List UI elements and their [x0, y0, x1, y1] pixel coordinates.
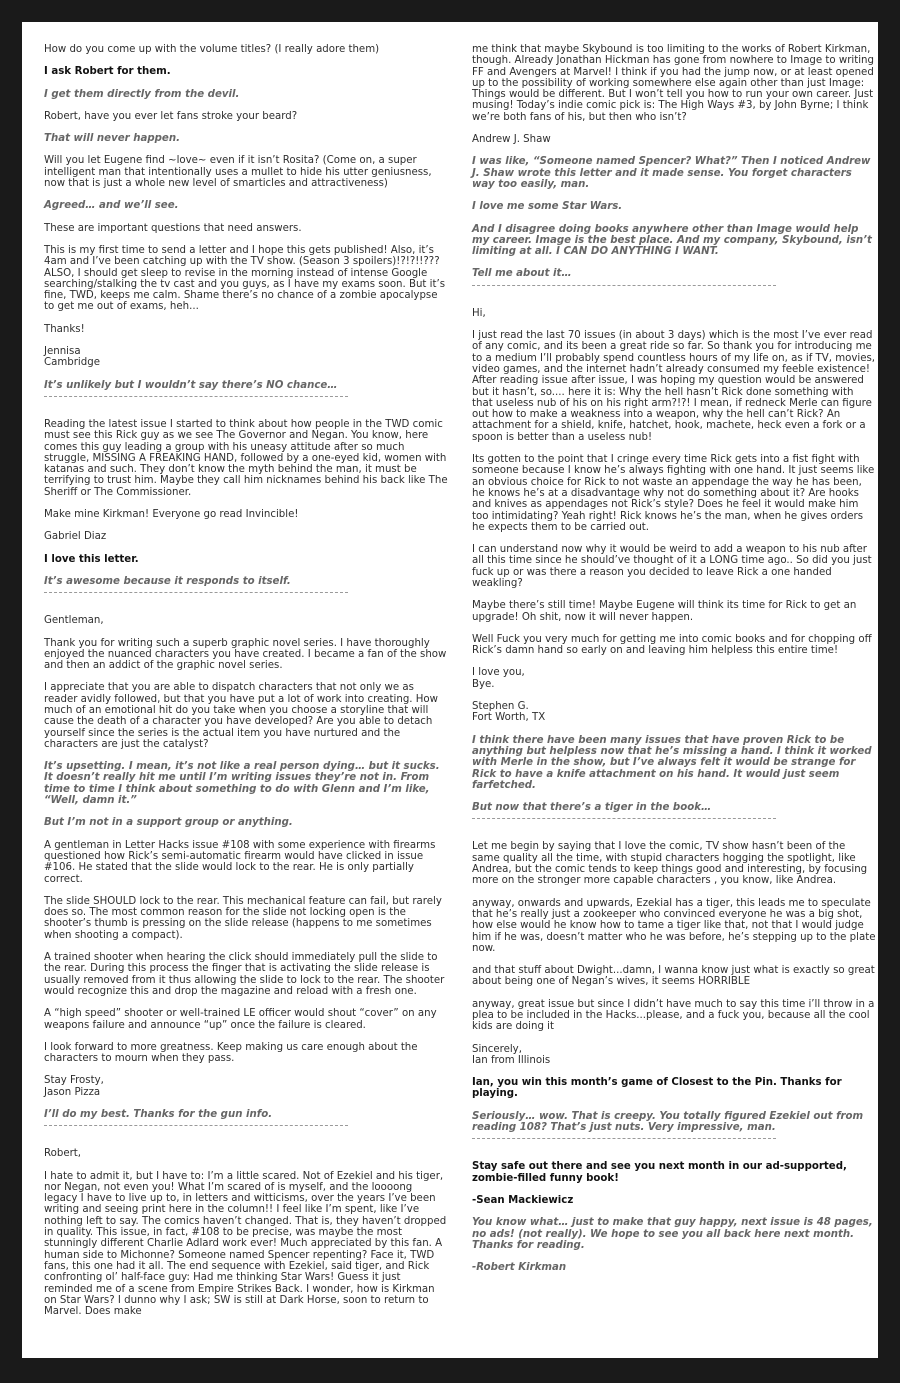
editor-reply-italic: It’s upsetting. I mean, it’s not like a real person dying… but it sucks. It doesn’t really hit me until I’m writing issues they’re not in. From time to time I think about something to do with Glenn and I’m like, “Well, damn it.” — [44, 761, 440, 807]
editor-reply-italic: I think there have been many issues that have proven Rick to be anything but helpless now that he’s missing a hand. I think it worked with Merle in the show, but I’ve always felt it would be strange for Rick to have a knife attachment on his hand. It would just seem farfetched. — [472, 734, 872, 791]
editor-reply-italic: Agreed… and we’ll see. — [44, 200, 179, 212]
letter-signature — [44, 346, 448, 369]
editor-reply-italic: But I’m not in a support group or anything. — [44, 817, 293, 829]
letter-signature — [472, 667, 876, 690]
editor-reply-italic: You know what… just to make that guy happy, next issue is 48 pages, no ads! (not really). We hope to see you all back here next month. Thanks for reading. — [472, 1217, 873, 1251]
letter-signature — [472, 1044, 876, 1067]
editor-reply-italic: -Robert Kirkman — [472, 1262, 567, 1274]
letter-paragraph: Gabriel Diaz — [44, 531, 107, 543]
letter-paragraph: me think that maybe Skybound is too limiting to the works of Robert Kirkman, though. Already Jonathan Hickman has gone from nowhere to Image to writing FF and Avengers at Marvel! I think if you had the jump now, or at least opened up to the possibility of working somewhere else again other than just Image: Things would be different. But I won’t tell you how to run your own career. Just musing! Today’s indie comic pick is: The High Ways #3, by John Byrne; I think we’re both fans of his, but then who isn’t? — [472, 44, 874, 123]
letter-paragraph: Robert, — [44, 1148, 82, 1160]
editor-reply-italic: And I disagree doing books anywhere other than Image would help my career. Image is the best place. And my company, Skybound, isn’t limiting at all. I CAN DO ANYTHING I WANT. — [472, 223, 872, 258]
editor-reply-bold: I love this letter. — [44, 553, 139, 565]
letter-paragraph: Robert, have you ever let fans stroke your beard? — [44, 110, 298, 122]
signature-line: Bye. — [472, 678, 495, 690]
editor-reply-italic: Tell me about it… — [472, 268, 572, 280]
signature-line: Jennisa — [44, 346, 81, 358]
letter-paragraph: I hate to admit it, but I have to: I’m a little scared. Not of Ezekiel and his tiger, nor Negan, not even you! What I’m scared of is myself, and the loooong legacy I have to live up to, in letters and witticisms, over the years I’ve been writing and seeing print here in the column!! I feel like I’m spent, like I’ve nothing left to say. The comics haven’t changed. That is, they haven’t dropped in quality. This issue, in fact, #108 to be precise, was maybe the most stunningly different Charlie Adlard work ever! Much appreciated by this fan. A human side to Michonne? Someone named Spencer repenting? Face it, TWD fans, this one had it all. The end sequence with Ezekiel, said tiger, and Rick confronting ol’ half-face guy: Had me thinking Star Wars! Guess it just reminded me of a scene from Empire Strikes Back. I wonder, how is Kirkman on Star Wars? I dunno why I ask; SW is still at Dark Horse, soon to return to Marvel. Does make — [44, 1170, 447, 1318]
letter-paragraph: Well Fuck you very much for getting me into comic books and for chopping off Rick’s damn hand so early on and leaving him helpless this entire time! — [472, 633, 872, 657]
letter-paragraph: Gentleman, — [44, 615, 104, 627]
section-divider — [472, 285, 776, 286]
signature-line: Ian from Illinois — [472, 1054, 551, 1066]
editor-reply-italic: I get them directly from the devil. — [44, 88, 240, 100]
signature-line: Stay Frosty, — [44, 1075, 104, 1087]
letter-signature — [44, 1075, 448, 1098]
letter-paragraph: I can understand now why it would be weird to add a weapon to his nub after all this time since he should’ve thought of it a LONG time ago.. So did you just fuck up or was there a reason you decided to leave Rick a one handed weakling? — [472, 544, 872, 589]
letter-paragraph: Andrew J. Shaw — [472, 134, 551, 146]
letter-paragraph: A trained shooter when hearing the click should immediately pull the slide to the rear. During this process the finger that is activating the slide release is usually removed from it thus allowing the slide to lock to the rear. The shooter would recognize this and drop the magazine and reload with a fresh one. — [44, 952, 445, 997]
section-divider — [44, 592, 348, 593]
letter-paragraph: and that stuff about Dwight...damn, I wanna know just what is exactly so great about being one of Negan’s wives, it seems HORRIBLE — [472, 965, 875, 988]
letter-paragraph: Maybe there’s still time! Maybe Eugene will think its time for Rick to get an upgrade! Oh shit, now it will never happen. — [472, 600, 857, 623]
letter-paragraph: Thanks! — [44, 323, 85, 335]
left-column — [44, 44, 448, 1358]
letter-paragraph: I just read the last 70 issues (in about 3 days) which is the most I’ve ever read of any comic, and its been a great ride so far. So thank you for introducing me to a medium I’ll probably spend countless hours of my life on, as if TV, movies, video games, and the internet hadn’t already consumed my feeble existence! After reading issue after issue, I was hoping my question would be answered but it hasn’t, so.... here it is: Why the hell hasn’t Rick done something with that useless nub of his on his right arm?!?! I mean, if redneck Merle can figure out how to make a weakness into a weapon, why the hell can’t Rick? An attachment for a shield, knife, hatchet, hook, machete, heck even a fork or a spoon is better than a useless nub! — [472, 330, 876, 443]
editor-reply-bold: I ask Robert for them. — [44, 66, 171, 78]
signature-line: Fort Worth, TX — [472, 712, 546, 724]
editor-reply-bold: Ian, you win this month’s game of Closest to the Pin. Thanks for playing. — [472, 1077, 842, 1100]
letter-paragraph: The slide SHOULD lock to the rear. This mechanical feature can fail, but rarely does so. The most common reason for the slide not locking open is the shooter’s thumb is pressing on the slide release (happens to me sometimes when shooting a compact). — [44, 895, 442, 941]
signature-line: I love you, — [472, 667, 525, 679]
letter-paragraph: Its gotten to the point that I cringe every time Rick gets into a fist fight with someone because I know he’s always fighting with one hand. It just seems like an obvious choice for Rick to not waste an appendage the way he has been, he knows he’s at a disadvantage why not do something about it? Are hooks and knives as appendages not Rick’s style? Does he feel it would make him too intimidating? Yeah right! Rick knows he’s the man, when he gives orders he expects them to be carried out. — [472, 454, 875, 533]
editor-reply-italic: I’ll do my best. Thanks for the gun info. — [44, 1109, 273, 1120]
editor-reply-italic: It’s unlikely but I wouldn’t say there’s NO chance… — [44, 379, 338, 391]
letter-paragraph: Let me begin by saying that I love the comic, TV show hasn’t been of the same quality all the time, with stupid characters hogging the spotlight, like Andrea, but the comic tends to keep things good and interesting, by focusing more on the stronger more capable characters , you know, like Andrea. — [472, 841, 868, 887]
editor-reply-bold: -Sean Mackiewicz — [472, 1194, 574, 1206]
letter-paragraph: I look forward to more greatness. Keep making us care enough about the characters to mourn when they pass. — [44, 1041, 418, 1065]
letter-signature — [472, 701, 876, 724]
letters-page — [22, 22, 878, 1358]
editor-reply-bold: Stay safe out there and see you next month in our ad-supported, zombie-filled funny book! — [472, 1161, 847, 1184]
right-column — [472, 44, 876, 1358]
letter-paragraph: This is my first time to send a letter and I hope this gets published! Also, it’s 4am and I’ve been catching up with the TV show. (Season 3 spoilers)!?!?!!??? ALSO, I should get sleep to revise in the morning instead of intense Google searching/stalking the tv cast and you guys, as I have my exams soon. But it’s fine, TWD, keeps me calm. Shame there’s no chance of a zombie apocalypse to get me out of exams, heh... — [44, 244, 446, 313]
letter-paragraph: Thank you for writing such a superb graphic novel series. I have thoroughly enjoyed the nuanced characters you have created. I became a fan of the show and then an addict of the graphic novel series. — [44, 637, 447, 672]
letter-paragraph: A “high speed” shooter or well-trained LE officer would shout “cover” on any weapons failure and announce “up” once the failure is cleared. — [44, 1008, 437, 1031]
signature-line: Cambridge — [44, 357, 100, 369]
signature-line: Jason Pizza — [44, 1086, 101, 1098]
letter-paragraph: These are important questions that need answers. — [44, 222, 302, 234]
letter-paragraph: anyway, onwards and upwards, Ezekial has a tiger, this leads me to speculate that he’s really just a zookeeper who convinced everyone he was a big shot, how else would he know how to tame a tiger like that, not that I would judge him if he was, doesn’t matter who he was before, he’s stepping up to the plate now. — [472, 897, 876, 954]
section-divider — [472, 1138, 776, 1139]
letter-paragraph: A gentleman in Letter Hacks issue #108 with some experience with firearms questioned how Rick’s semi-automatic firearm would have clicked in issue #106. He stated that the slide would lock to the rear. He is only partially correct. — [44, 839, 436, 885]
letter-paragraph: Will you let Eugene find ~love~ even if it isn’t Rosita? (Come on, a super intelligent man that intentionally uses a mullet to hide his utter geniusness, now that is just a whole new level of smarticles and attractiveness) — [44, 155, 432, 190]
letter-paragraph: Hi, — [472, 307, 486, 319]
editor-reply-italic: I love me some Star Wars. — [472, 201, 623, 213]
editor-reply-italic: That will never happen. — [44, 133, 180, 145]
letter-paragraph: Make mine Kirkman! Everyone go read Invincible! — [44, 509, 299, 521]
section-divider — [44, 396, 348, 397]
signature-line: Sincerely, — [472, 1043, 522, 1055]
section-divider — [472, 818, 776, 819]
letter-paragraph: anyway, great issue but since I didn’t have much to say this time i’ll throw in a plea to be included in the Hacks...please, and a fuck you, because all the cool kids are doing it — [472, 998, 875, 1033]
editor-reply-italic: I was like, “Someone named Spencer? What?” Then I noticed Andrew J. Shaw wrote this letter and it made sense. You forget characters way too easily, man. — [472, 156, 871, 190]
signature-line: Stephen G. — [472, 701, 529, 713]
letter-paragraph: I appreciate that you are able to dispatch characters that not only we as reader avidly followed, but that you have put a lot of work into creating. How much of an emotional hit do you take when you choose a storyline that will cause the death of a character you have developed? Are you able to detach yourself since the series is the actual item you have nurtured and the characters are just the catalyst? — [44, 682, 438, 750]
letter-paragraph: How do you come up with the volume titles? (I really adore them) — [44, 44, 380, 55]
letter-paragraph: Reading the latest issue I started to think about how people in the TWD comic must see this Rick guy as we see The Governor and Negan. You know, here comes this guy leading a group with his uneasy attitude after so much struggle, MISSING A FREAKING HAND, followed by a one-eyed kid, women with katanas and such. They don’t know the myth behind the man, it must be terrifying to trust him. Maybe they call him nicknames behind his back like The Sheriff or The Commissioner. — [44, 418, 448, 498]
editor-reply-italic: Seriously… wow. That is creepy. You totally figured Ezekiel out from reading 108? That’s just nuts. Very impressive, man. — [472, 1110, 864, 1134]
editor-reply-italic: It’s awesome because it responds to itself. — [44, 575, 291, 587]
editor-reply-italic: But now that there’s a tiger in the book… — [472, 802, 712, 814]
section-divider — [44, 1125, 348, 1126]
